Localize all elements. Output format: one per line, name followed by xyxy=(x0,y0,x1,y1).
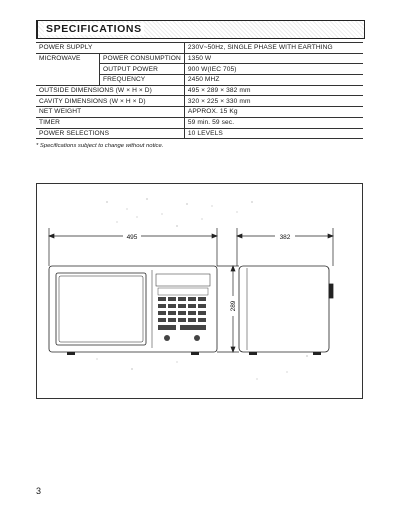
spec-value: 230V~50Hz, SINGLE PHASE WITH EARTHING xyxy=(184,43,363,54)
table-row xyxy=(36,107,363,118)
table-row xyxy=(36,96,363,107)
spec-value: 900 W(IEC 705) xyxy=(184,64,363,75)
spec-label: OUTSIDE DIMENSIONS (W × H × D) xyxy=(36,85,184,96)
table-row xyxy=(36,85,363,96)
spec-value: 59 min. 59 sec. xyxy=(184,117,363,128)
spec-value: 495 × 289 × 382 mm xyxy=(184,85,363,96)
front-feet xyxy=(67,352,199,355)
side-feet xyxy=(249,352,321,355)
spec-label: POWER SUPPLY xyxy=(36,43,184,54)
spec-label: CAVITY DIMENSIONS (W × H × D) xyxy=(36,96,184,107)
width-label: 495 xyxy=(126,234,138,241)
table-row xyxy=(36,53,363,64)
depth-label: 382 xyxy=(279,234,291,241)
spec-sublabel: OUTPUT POWER xyxy=(100,64,185,75)
spec-label: NET WEIGHT xyxy=(36,107,184,118)
spec-value: APPROX. 15 Kg xyxy=(184,107,363,118)
spec-sublabel: POWER CONSUMPTION xyxy=(100,53,185,64)
spec-value: 10 LEVELS xyxy=(184,128,363,139)
spec-label: MICROWAVE xyxy=(36,53,100,85)
dimension-figure xyxy=(36,183,363,399)
spec-value: 1350 W xyxy=(184,53,363,64)
specifications-table xyxy=(36,42,363,139)
page-title: SPECIFICATIONS xyxy=(46,23,142,35)
spec-label: TIMER xyxy=(36,117,184,128)
page-number: 3 xyxy=(36,486,42,496)
spec-sublabel: FREQUENCY xyxy=(100,75,185,86)
table-row xyxy=(36,117,363,128)
dimension-drawing xyxy=(37,184,362,398)
table-row xyxy=(36,128,363,139)
spec-value: 320 × 225 × 330 mm xyxy=(184,96,363,107)
table-row xyxy=(36,43,363,54)
spec-label: POWER SELECTIONS xyxy=(36,128,184,139)
height-label: 289 xyxy=(230,300,237,312)
front-view xyxy=(49,266,217,352)
footnote: * Specifications subject to change without notice. xyxy=(36,143,164,149)
spec-value: 2450 MHZ xyxy=(184,75,363,86)
side-view xyxy=(239,266,333,352)
specifications-banner xyxy=(36,20,365,39)
control-keypad xyxy=(158,297,206,341)
